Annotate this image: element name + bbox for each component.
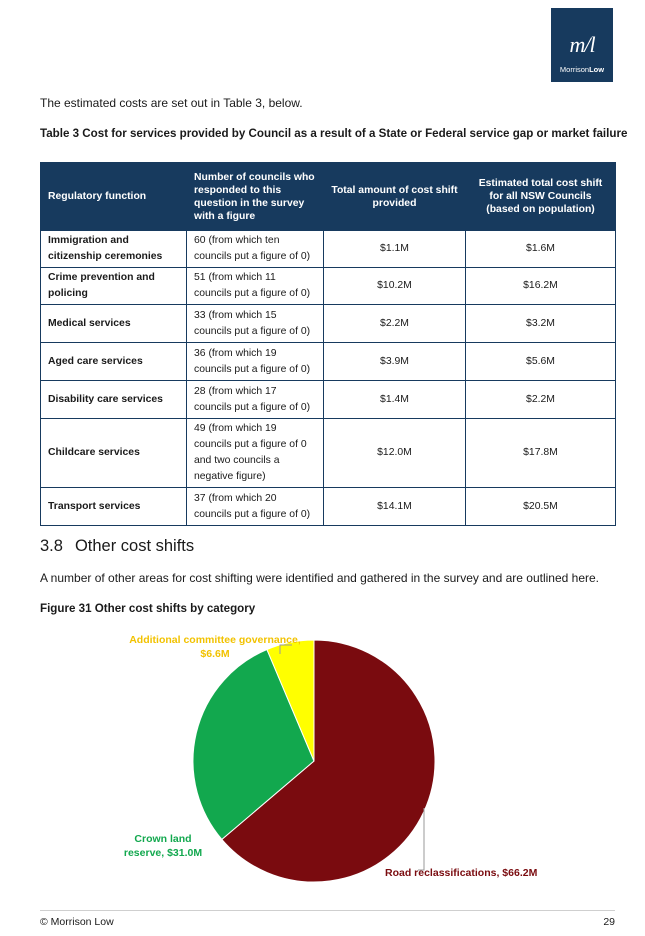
row-function: Aged care services bbox=[41, 343, 187, 381]
row-responses: 37 (from which 20 councils put a figure of 0) bbox=[187, 488, 324, 526]
logo-monogram: m/l bbox=[569, 32, 595, 57]
header-estimated-cost-shift: Estimated total cost shift for all NSW Councils (based on population) bbox=[466, 163, 616, 231]
row-total: $14.1M bbox=[324, 488, 466, 526]
header-regulatory-function: Regulatory function bbox=[41, 163, 187, 231]
row-function: Transport services bbox=[41, 488, 187, 526]
row-estimated: $2.2M bbox=[466, 381, 616, 419]
row-responses: 28 (from which 17 councils put a figure of 0) bbox=[187, 381, 324, 419]
row-estimated: $3.2M bbox=[466, 305, 616, 343]
section-title: Other cost shifts bbox=[74, 537, 195, 555]
row-total: $3.9M bbox=[324, 343, 466, 381]
row-estimated: $17.8M bbox=[466, 419, 616, 488]
intro-text: The estimated costs are set out in Table 3, below. bbox=[40, 96, 303, 110]
footer-divider bbox=[40, 910, 615, 911]
row-total: $12.0M bbox=[324, 419, 466, 488]
row-total: $1.1M bbox=[324, 231, 466, 268]
row-function: Crime prevention and policing bbox=[41, 268, 187, 305]
row-estimated: $1.6M bbox=[466, 231, 616, 268]
row-responses: 33 (from which 15 councils put a figure of 0) bbox=[187, 305, 324, 343]
footer-copyright: © Morrison Low bbox=[40, 916, 114, 928]
row-function: Disability care services bbox=[41, 381, 187, 419]
logo-wordmark: MorrisonLow bbox=[559, 65, 605, 74]
row-function: Immigration and citizenship ceremonies bbox=[41, 231, 187, 268]
section-text: A number of other areas for cost shifting were identified and gathered in the survey and are outlined here. bbox=[40, 571, 600, 585]
row-responses: 51 (from which 11 councils put a figure of 0) bbox=[187, 268, 324, 305]
row-total: $1.4M bbox=[324, 381, 466, 419]
section-number: 3.8 bbox=[40, 537, 63, 555]
row-total: $2.2M bbox=[324, 305, 466, 343]
row-total: $10.2M bbox=[324, 268, 466, 305]
row-estimated: $16.2M bbox=[466, 268, 616, 305]
row-estimated: $20.5M bbox=[466, 488, 616, 526]
header-councils-responded: Number of councils who responded to this question in the survey with a figure bbox=[187, 163, 324, 231]
figure-caption: Figure 31 Other cost shifts by category bbox=[40, 602, 256, 615]
row-responses: 36 (from which 19 councils put a figure of 0) bbox=[187, 343, 324, 381]
data-label-crown-land-reserve: Crown land reserve, $31.0M bbox=[123, 833, 203, 859]
row-function: Childcare services bbox=[41, 419, 187, 488]
header-total-cost-shift: Total amount of cost shift provided bbox=[324, 163, 466, 231]
data-label-road-reclassifications: Road reclassifications, $66.2M bbox=[385, 867, 538, 879]
data-label-additional-committee-governance: Additional committee governance, $6.6M bbox=[129, 634, 301, 660]
row-responses: 49 (from which 19 councils put a figure of 0 and two councils a negative figure) bbox=[187, 419, 324, 488]
row-estimated: $5.6M bbox=[466, 343, 616, 381]
page-number: 29 bbox=[603, 916, 615, 928]
table-caption: Table 3 Cost for services provided by Council as a result of a State or Federal service gap or market failure bbox=[40, 127, 628, 140]
row-function: Medical services bbox=[41, 305, 187, 343]
row-responses: 60 (from which ten councils put a figure of 0) bbox=[187, 231, 324, 268]
